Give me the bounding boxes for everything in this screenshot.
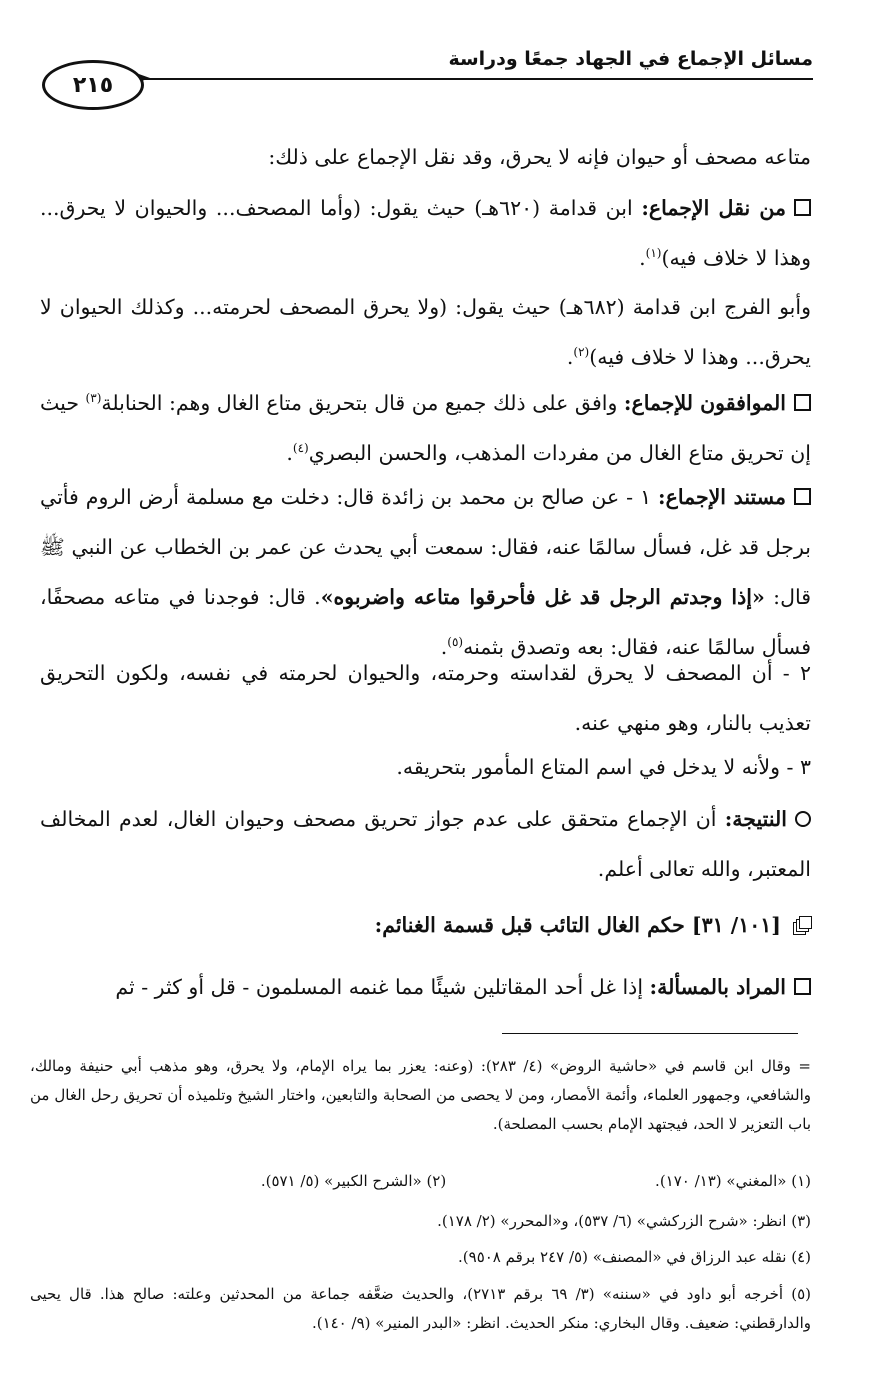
- footnote-3: (٣) انظر: «شرح الزركشي» (٦/ ٥٣٧)، و«المحرر» (٢/ ١٧٨).: [437, 1212, 811, 1230]
- square-bullet-icon: [794, 978, 811, 995]
- page-number-badge: [42, 60, 144, 110]
- footnote-2: (٢) «الشرح الكبير» (٥/ ٥٧١).: [260, 1172, 447, 1190]
- paragraph-reason-2: [40, 648, 811, 748]
- header-rule: [120, 78, 813, 80]
- square-bullet-icon: [794, 394, 811, 411]
- footnote-ref-1: (١): [645, 246, 662, 261]
- footnote-1: (١) «المغني» (١٣/ ١٧٠).: [655, 1172, 811, 1190]
- result-label: النتيجة:: [724, 807, 787, 831]
- transmitters-text: ابن قدامة (٦٢٠هـ) حيث يقول: (وأما المصحف... والحيوان لا يحرق... وهذا لا خلاف فيه): [40, 196, 811, 270]
- paragraph-agreeing: الموافقون للإجماع: وافق على ذلك جميع من قال بتحريق متاع الغال وهم: الحنابلة$^{(٣)}$ حيث إن تحريق متاع الغال من مفردات المذهب، والحسن البصري$^{(٤)}$.: [40, 391, 811, 465]
- paragraph-reason-3: [40, 742, 811, 792]
- agreeing-text-b: حيث إن تحريق متاع الغال من مفردات المذهب، والحسن البصري: [40, 391, 811, 465]
- paragraph-intro: [40, 132, 811, 182]
- footnote-5: (٥) أخرجه أبو داود في «سننه» (٣/ ٦٩ برقم ٢٧١٣)، والحديث ضعَّفه جماعة من المحدثين وعلته: صالح هذا. قال يحيى والدارقطني: ضعيف. وقال البخاري: منكر الحديث. انظر: «البدر المنير» (٩/ ١٤٠).: [30, 1285, 811, 1332]
- basis-text-a: ١ - عن صالح بن محمد بن زائدة قال: دخلت مع مسلمة أرض الروم فأتي برجل قد غل، فسأل سالمًا عنه، فقال: سمعت أبي يحدث عن عمر بن الخطاب عن النبي ﷺ قال:: [40, 485, 812, 609]
- paragraph-meaning: [40, 962, 811, 1012]
- footnote-ref-4: (٤): [292, 441, 309, 456]
- reason-3-text: ٣ - ولأنه لا يدخل في اسم المتاع المأمور بتحريقه.: [396, 755, 811, 779]
- abu-faraj-text: وأبو الفرج ابن قدامة (٦٨٢هـ) حيث يقول: (ولا يحرق المصحف لحرمته... وكذلك الحيوان لا يحرق... وهذا لا خلاف فيه): [40, 295, 811, 369]
- footnote-ref-5: (٥): [447, 635, 464, 650]
- reason-2-text: ٢ - أن المصحف لا يحرق لقداسته وحرمته، والحيوان لحرمته في نفسه، ولكون التحريق تعذيب بالنار، وهو منهي عنه.: [40, 661, 811, 735]
- paragraph-result: [40, 794, 811, 894]
- footnote-ref-2: (٢): [573, 345, 590, 360]
- section-title: [١٠١/ ٣١] حكم الغال التائب قبل قسمة الغنائم:: [374, 913, 781, 937]
- basis-text-b: . قال: فوجدنا في متاعه مصحفًا، فسأل سالمًا عنه، فقال: بعه وتصدق بثمنه: [40, 585, 811, 659]
- paragraph-abu-faraj: وأبو الفرج ابن قدامة (٦٨٢هـ) حيث يقول: (ولا يحرق المصحف لحرمته... وكذلك الحيوان لا يحرق... وهذا لا خلاف فيه)$^{(٢)}$.: [40, 295, 811, 369]
- agreeing-text-a: وافق على ذلك جميع من قال بتحريق متاع الغال وهم: الحنابلة: [101, 391, 618, 415]
- intro-text: متاعه مصحف أو حيوان فإنه لا يحرق، وقد نقل الإجماع على ذلك:: [268, 145, 811, 169]
- page-number: ٢١٥: [72, 72, 114, 98]
- footnote-ref-3: (٣): [85, 391, 102, 406]
- circle-bullet-icon: [795, 811, 811, 827]
- meaning-text: إذا غل أحد المقاتلين شيئًا مما غنمه المسلمون - قل أو كثر - ثم: [115, 975, 644, 999]
- result-text: أن الإجماع متحقق على عدم جواز تحريق مصحف وحيوان الغال، لعدم المخالف المعتبر، والله تعالى أعلم.: [40, 807, 811, 881]
- section-heading: [40, 900, 811, 950]
- paragraph-basis: مستند الإجماع: ١ - عن صالح بن محمد بن زائدة قال: دخلت مع مسلمة أرض الروم فأتي برجل قد غل، فسأل سالمًا عنه، فقال: سمعت أبي يحدث عن عمر بن الخطاب عن النبي ﷺ قال: «إذا وجدتم الرجل قد غل فأحرقوا متاعه واضربوه». قال: فوجدنا في متاعه مصحفًا، فسأل سالمًا عنه، فقال: بعه وتصدق بثمنه$^{(٥)}$.: [40, 485, 812, 659]
- basis-label: مستند الإجماع:: [658, 485, 786, 509]
- paragraph-transmitters: من نقل الإجماع: ابن قدامة (٦٢٠هـ) حيث يقول: (وأما المصحف... والحيوان لا يحرق... وهذا لا خلاف فيه)$^{(١)}$.: [40, 196, 811, 270]
- transmitters-label: من نقل الإجماع:: [641, 196, 786, 220]
- footnote-row-1-2: [30, 1167, 811, 1196]
- meaning-label: المراد بالمسألة:: [649, 975, 786, 999]
- book-stack-icon: [793, 917, 811, 935]
- agreeing-label: الموافقون للإجماع:: [623, 391, 786, 415]
- square-bullet-icon: [794, 488, 811, 505]
- square-bullet-icon: [794, 199, 811, 216]
- footnote-divider: [502, 1033, 798, 1034]
- hadith-text: «إذا وجدتم الرجل قد غل فأحرقوا متاعه واضربوه»: [320, 585, 765, 609]
- running-title: مسائل الإجماع في الجهاد جمعًا ودراسة: [448, 48, 813, 70]
- footnote-4: (٤) نقله عبد الرزاق في «المصنف» (٥/ ٢٤٧ برقم ٩٥٠٨).: [458, 1248, 811, 1266]
- footnote-continuation: = وقال ابن قاسم في «حاشية الروض» (٤/ ٢٨٣): (وعنه: يعزر بما يراه الإمام، ولا يحرق، وهو مذهب أبي حنيفة ومالك، والشافعي، وجمهور العلماء، وأئمة الأمصار، ومن لا يحصى من الصحابة والتابعين، واختار الشيخ وتلميذه أن تحريق رحل الغال من باب التعزير لا الحد، فيجتهد الإمام بحسب المصلحة).: [30, 1057, 811, 1133]
